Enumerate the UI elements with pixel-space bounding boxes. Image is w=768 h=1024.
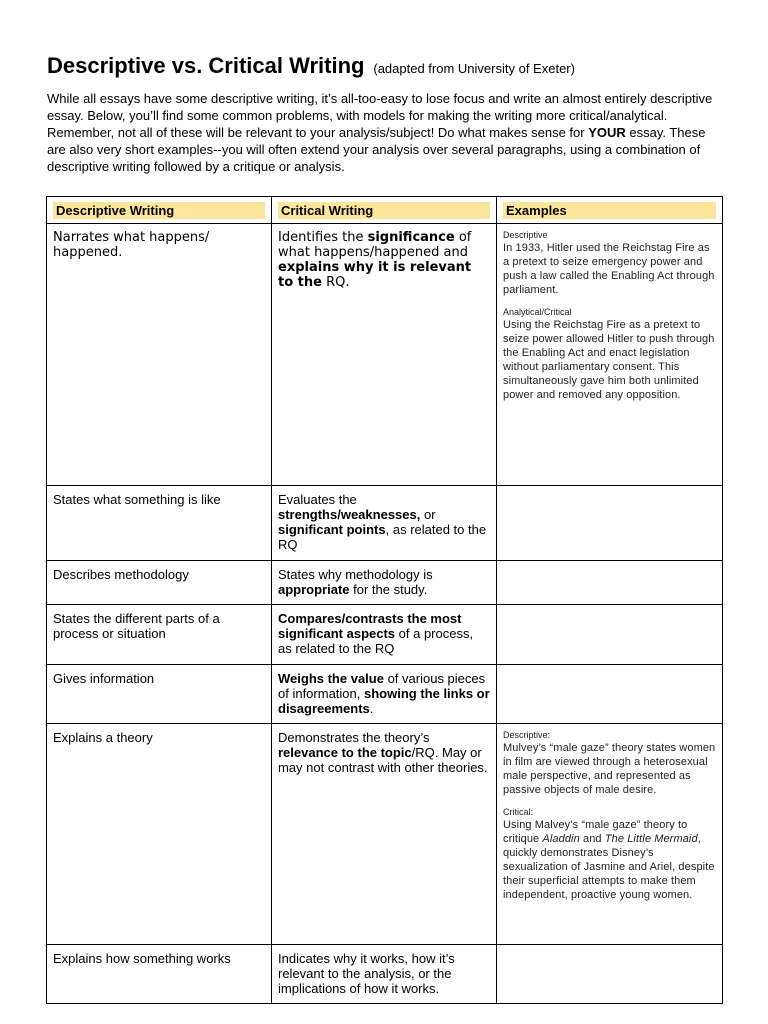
- header-descriptive: Descriptive Writing: [53, 202, 265, 219]
- example-label-descriptive: Descriptive: [503, 230, 548, 240]
- header-critical: Critical Writing: [278, 202, 490, 219]
- critical-text: of various pieces of information,: [278, 671, 486, 701]
- critical-cell: [272, 224, 497, 486]
- descriptive-text: States the different parts of a process or situation: [53, 611, 220, 641]
- title-source: (adapted from University of Exeter): [373, 61, 575, 76]
- critical-emphasis: explains why it is relevant to the: [278, 260, 472, 290]
- example-text-descriptive: Mulvey’s “male gaze” theory states women in film are viewed through a heterosexual male perspective, and represented as passive objects of male desire.: [503, 742, 716, 796]
- example-spacer: [503, 297, 716, 307]
- intro-text-1: While all essays have some descriptive writing, it’s all-too-easy to lose focus and write an almost entirely descriptive essay. Below, you’ll find some common problems, with models for making the writing more critical/analytical. Remember, not all of these will be relevant to your analysis/subject! Do what makes sense for: [47, 91, 713, 140]
- example-label-critical: Critical:: [503, 807, 534, 817]
- example-text-critical: Using the Reichstag Fire as a pretext to seize power allowed Hitler to push through the Enabling Act and enact legislation without parliamentary consent. This simultaneously gave him both unlimited power and removed any opposition.: [503, 319, 715, 401]
- critical-text: Demonstrates the theory’s: [278, 730, 430, 745]
- example-text-part: and: [579, 833, 605, 845]
- critical-cell: [272, 945, 497, 1004]
- critical-text: /RQ. May or may not contrast with other theories.: [278, 745, 488, 775]
- critical-text: .: [369, 701, 374, 716]
- table-row: [47, 605, 723, 665]
- header-examples: Examples: [503, 202, 716, 219]
- critical-emphasis: relevance to the topic: [278, 745, 412, 760]
- page-title: [47, 44, 575, 81]
- descriptive-cell: [47, 605, 272, 665]
- descriptive-cell: [47, 665, 272, 724]
- descriptive-text: Narrates what happens/ happened.: [53, 230, 210, 260]
- descriptive-cell: [47, 561, 272, 605]
- descriptive-cell: [47, 724, 272, 945]
- critical-cell: [272, 724, 497, 945]
- example-text-part: , quickly demonstrates Disney’s sexualization of Jasmine and Ariel, despite their superficial attempts to make them independent, proactive young women.: [503, 833, 715, 901]
- critical-text: Indicates why it works, how it’s relevant to the analysis, or the implications of how it works.: [278, 951, 455, 996]
- table-row: [47, 945, 723, 1004]
- critical-text: or: [420, 507, 436, 522]
- table-row: [47, 561, 723, 605]
- descriptive-text: Explains how something works: [53, 951, 231, 966]
- descriptive-text: Gives information: [53, 671, 155, 686]
- examples-cell: [497, 486, 723, 561]
- descriptive-cell: [47, 224, 272, 486]
- descriptive-cell: [47, 945, 272, 1004]
- comparison-table: [46, 196, 723, 1004]
- critical-emphasis: significant points: [278, 522, 386, 537]
- critical-emphasis: strengths/weaknesses,: [278, 507, 421, 522]
- intro-text-2: essay. These are also very short examples--you will often extend your analysis over several paragraphs, using a combination of descriptive writing followed by a critique or analysis.: [47, 125, 706, 174]
- examples-cell: [497, 561, 723, 605]
- examples-cell: [497, 224, 723, 486]
- table-row: [47, 665, 723, 724]
- critical-text: of a process, as related to the RQ: [278, 626, 474, 656]
- examples-cell: [497, 665, 723, 724]
- film-title: The Little Mermaid: [604, 833, 698, 845]
- critical-cell: [272, 605, 497, 665]
- critical-text: of what happens/happened and: [278, 230, 472, 260]
- critical-emphasis: Compares/contrasts the most significant aspects: [278, 611, 462, 641]
- descriptive-text: States what something is like: [53, 492, 221, 507]
- critical-cell: [272, 486, 497, 561]
- descriptive-cell: [47, 486, 272, 561]
- critical-text: for the study.: [349, 582, 428, 597]
- critical-text: Identifies the: [278, 230, 368, 245]
- examples-cell: [497, 605, 723, 665]
- critical-emphasis: showing the links or disagreements: [278, 686, 490, 716]
- table-header-row: [47, 197, 723, 224]
- critical-text: , as related to the RQ: [278, 522, 487, 552]
- descriptive-text: Describes methodology: [53, 567, 189, 582]
- header-cell-descriptive: [47, 197, 272, 224]
- critical-text: RQ.: [321, 275, 350, 290]
- table-row: [47, 224, 723, 486]
- example-label-descriptive: Descriptive:: [503, 730, 551, 740]
- example-text-critical: [503, 818, 716, 902]
- example-label-critical: Analytical/Critical: [503, 307, 572, 317]
- table-row: [47, 486, 723, 561]
- descriptive-text: Explains a theory: [53, 730, 153, 745]
- example-spacer: [503, 797, 716, 807]
- film-title: Aladdin: [542, 833, 580, 845]
- critical-text: States why methodology is: [278, 567, 433, 582]
- intro-emphasis: YOUR: [588, 125, 626, 140]
- example-text-descriptive: In 1933, Hitler used the Reichstag Fire as a pretext to seize emergency power and push a law called the Enabling Act through parliament.: [503, 242, 715, 296]
- critical-text: Evaluates the: [278, 492, 357, 507]
- example-text-part: Using Malvey’s “male gaze” theory to critique: [503, 819, 688, 845]
- critical-cell: [272, 561, 497, 605]
- critical-emphasis: Weighs the value: [278, 671, 384, 686]
- critical-emphasis: appropriate: [278, 582, 350, 597]
- critical-emphasis: significance: [367, 230, 455, 245]
- critical-cell: [272, 665, 497, 724]
- examples-cell: [497, 724, 723, 945]
- title-main: Descriptive vs. Critical Writing: [47, 53, 365, 78]
- intro-paragraph: [47, 90, 719, 175]
- table-row: [47, 724, 723, 945]
- examples-cell: [497, 945, 723, 1004]
- header-cell-critical: [272, 197, 497, 224]
- header-cell-examples: [497, 197, 723, 224]
